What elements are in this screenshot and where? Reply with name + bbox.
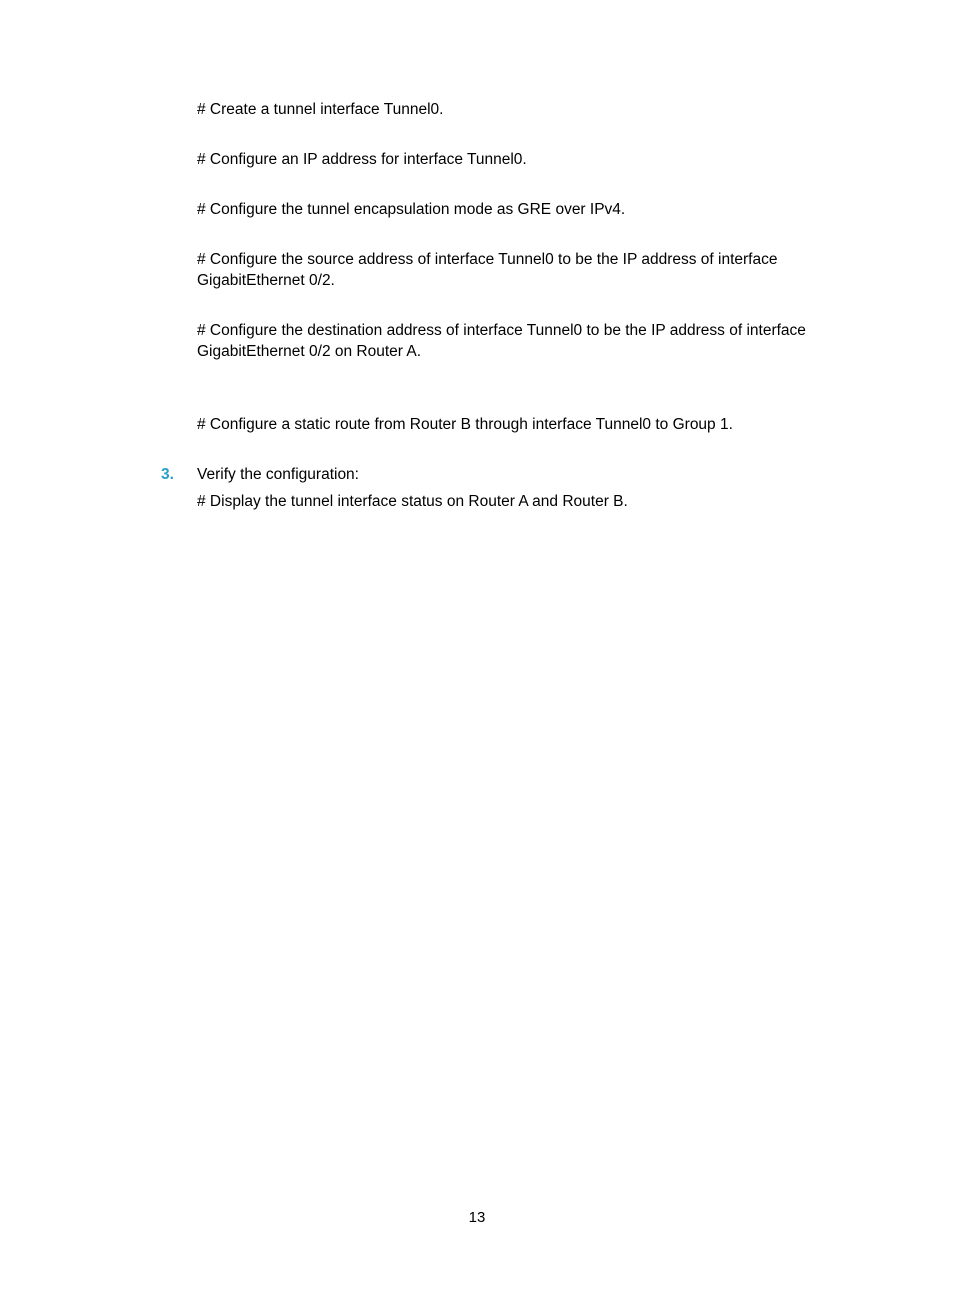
instruction-destination-address: # Configure the destination address of interface Tunnel0 to be the IP address of interface GigabitEthernet 0/2 on Router A. bbox=[197, 322, 806, 360]
instruction-encapsulation-mode: # Configure the tunnel encapsulation mode as GRE over IPv4. bbox=[197, 201, 626, 218]
page-number: 13 bbox=[468, 1209, 486, 1226]
instruction-create-tunnel: # Create a tunnel interface Tunnel0. bbox=[197, 101, 444, 118]
step-instruction-display-status: # Display the tunnel interface status on Router A and Router B. bbox=[197, 493, 628, 510]
step-number: 3. bbox=[161, 466, 174, 483]
instruction-static-route: # Configure a static route from Router B through interface Tunnel0 to Group 1. bbox=[197, 416, 733, 433]
instruction-source-address: # Configure the source address of interface Tunnel0 to be the IP address of interface GigabitEthernet 0/2. bbox=[197, 251, 778, 289]
step-title: Verify the configuration: bbox=[197, 466, 359, 483]
instruction-configure-ip: # Configure an IP address for interface Tunnel0. bbox=[197, 151, 527, 168]
